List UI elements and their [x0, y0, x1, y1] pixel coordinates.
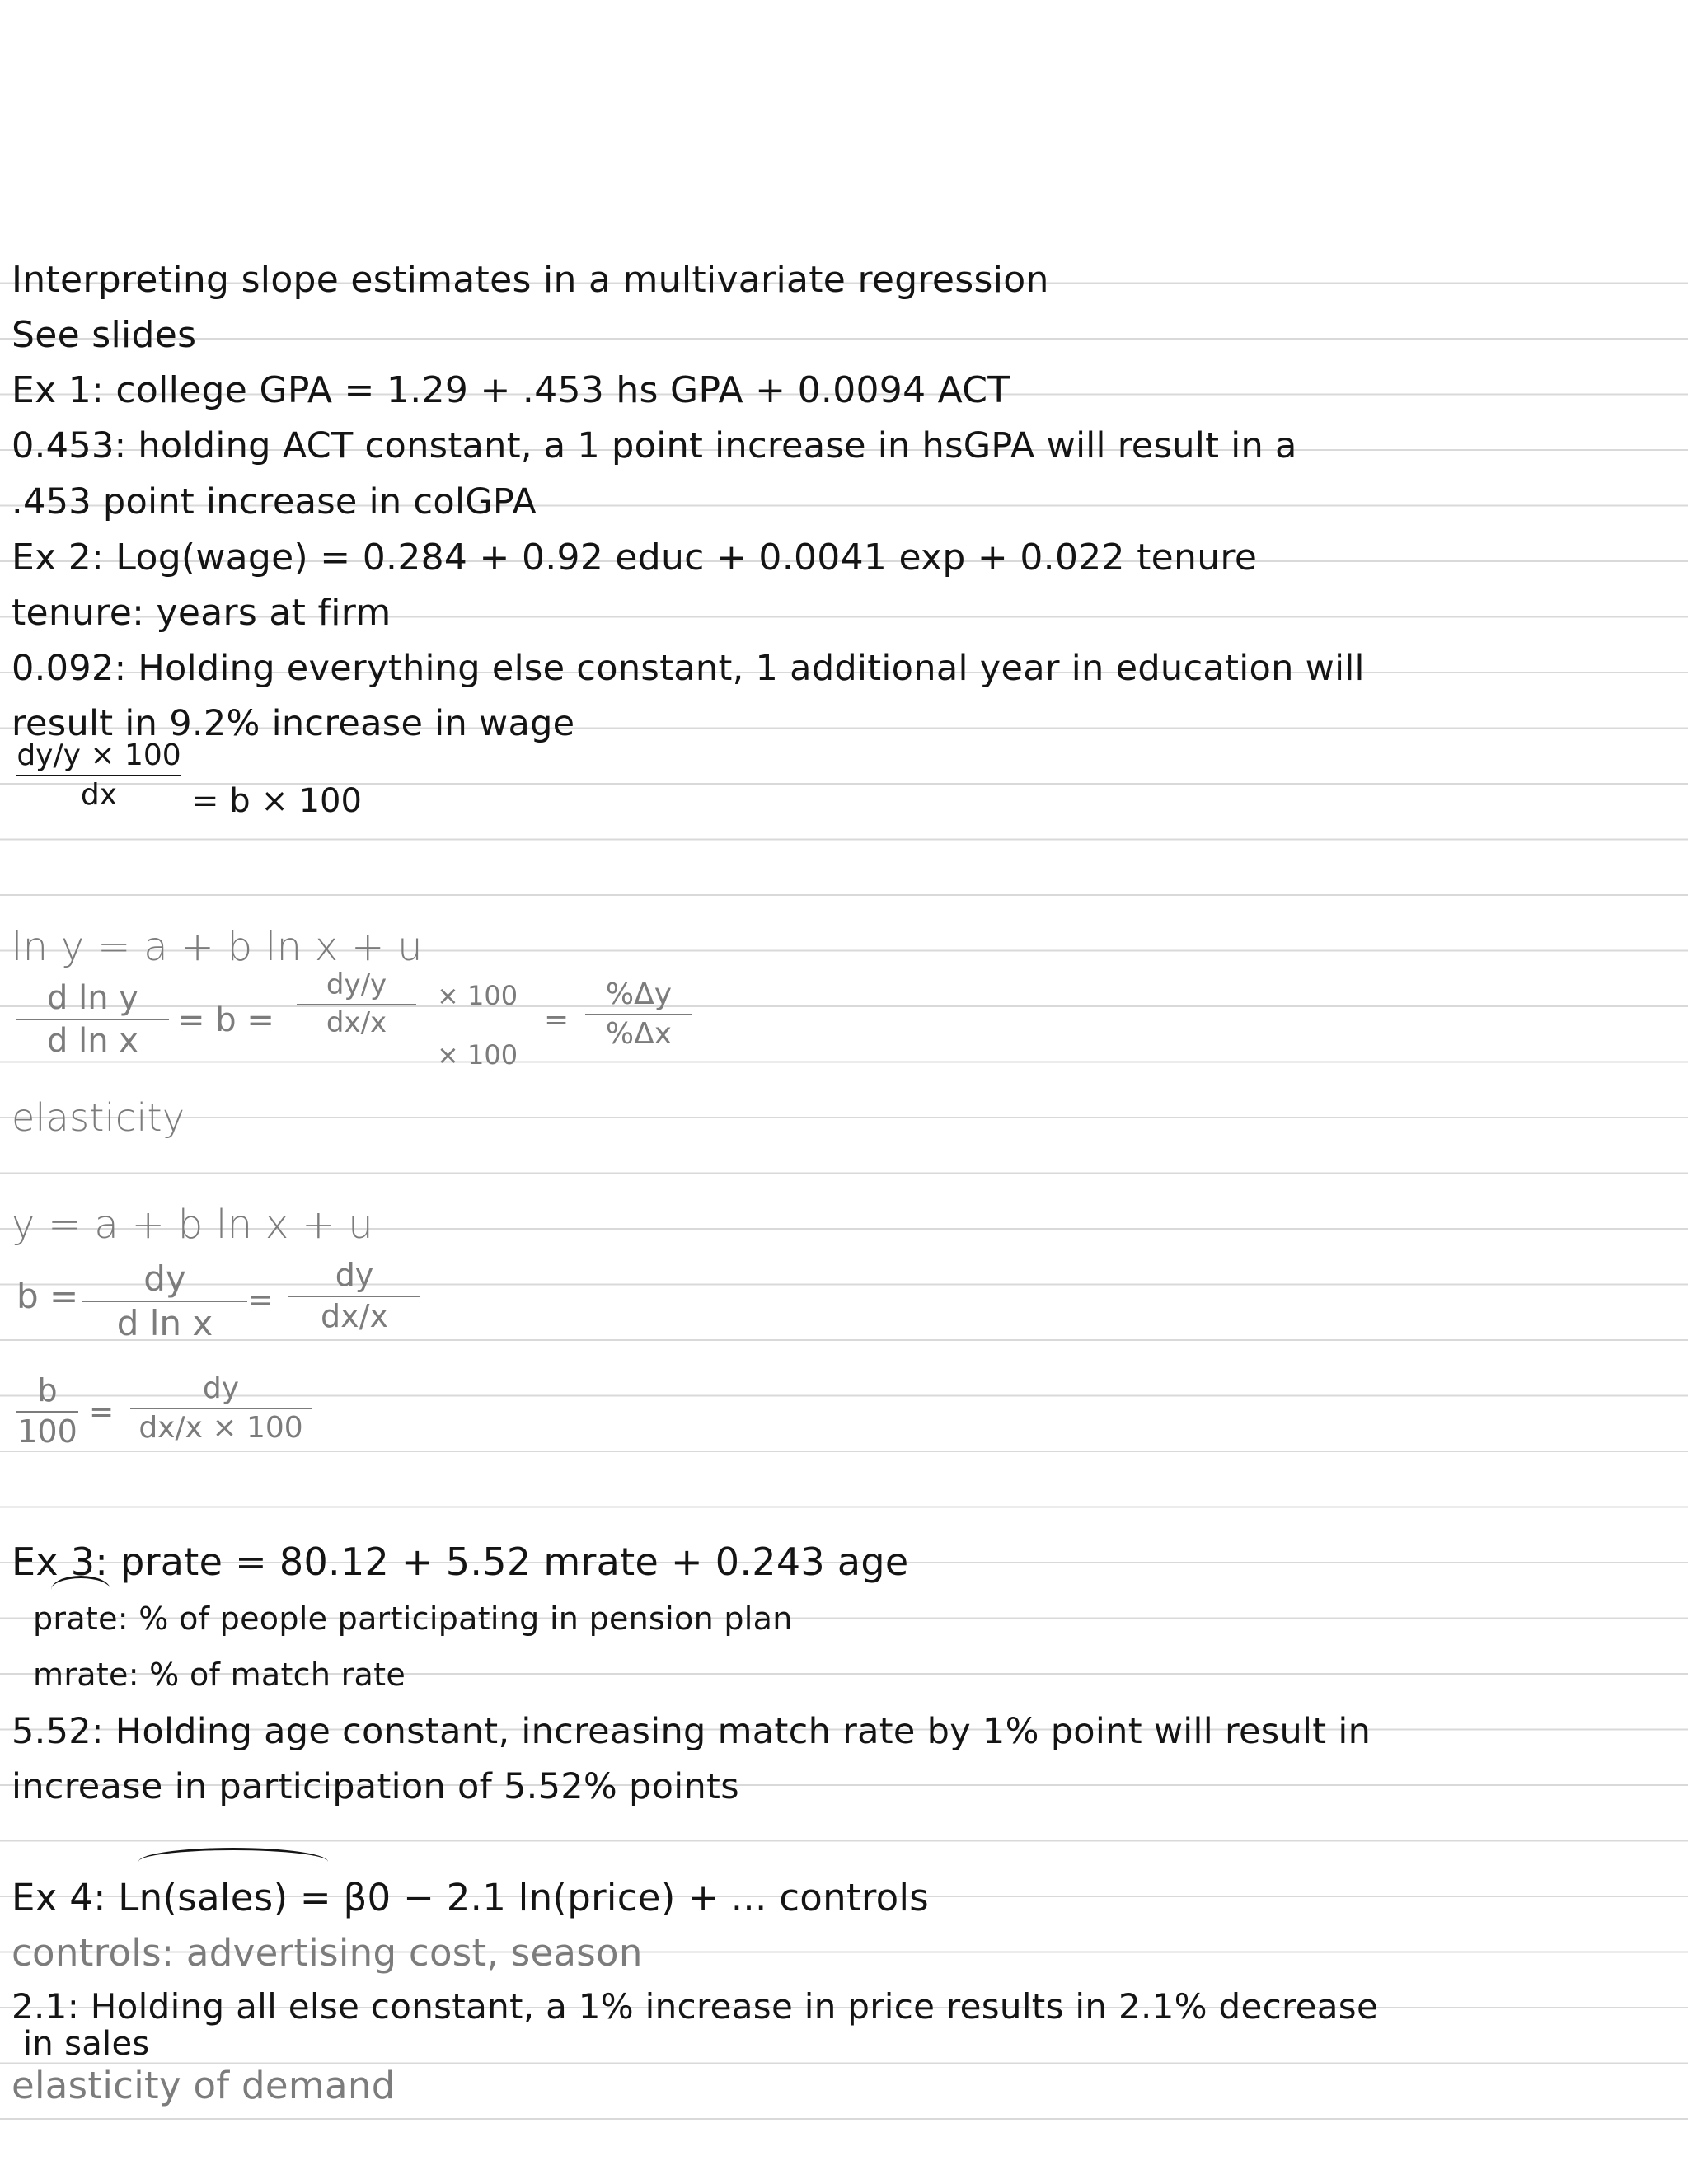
linlog-frac2-den: dx/x — [321, 1297, 388, 1334]
linlog-fraction-1 — [82, 1258, 247, 1344]
linlog-frac3-num: b — [37, 1372, 58, 1408]
see-slides-note: See slides — [12, 314, 197, 356]
fraction-bar — [130, 1408, 312, 1409]
fraction-bar — [288, 1296, 420, 1297]
loglog-fraction-1 — [16, 981, 169, 1058]
elasticity-of-demand-label: elasticity of demand — [12, 2064, 396, 2107]
loglog-fraction-2 — [297, 968, 416, 1039]
ex1-interpretation-line1: 0.453: holding ACT constant, a 1 point increase in hsGPA will result in a — [12, 425, 1297, 466]
loglog-times-top: × 100 — [437, 980, 518, 1011]
ex2-tenure-definition: tenure: years at firm — [12, 592, 392, 634]
loglog-equals: = — [544, 1003, 570, 1037]
loglog-pct-num: %Δy — [605, 977, 673, 1011]
hat-accent — [138, 1848, 328, 1862]
ex2-equation: Ex 2: Log(wage) = 0.284 + 0.92 educ + 0.0041 exp + 0.022 tenure — [12, 537, 1258, 579]
loglog-frac2-num: dy/y — [326, 968, 387, 1001]
loglog-model: ln y = a + b ln x + u — [12, 924, 423, 970]
fraction-bar — [16, 1019, 169, 1020]
linlog-equals-2: = — [89, 1395, 115, 1429]
linlog-frac4-den: dx/x × 100 — [138, 1410, 303, 1445]
linlog-model: y = a + b ln x + u — [12, 1202, 373, 1248]
ex4-interpretation-line1: 2.1: Holding all else constant, a 1% increase in price results in 2.1% decrease — [12, 1986, 1379, 2027]
fraction-bar — [82, 1301, 247, 1302]
deriv-fraction — [16, 740, 181, 811]
fraction-bar — [585, 1014, 692, 1015]
linlog-equals: = — [247, 1282, 274, 1318]
loglog-frac1-num: d ln y — [47, 979, 138, 1017]
loglog-pct-den: %Δx — [605, 1016, 673, 1051]
linlog-frac4-num: dy — [202, 1371, 240, 1405]
ex3-interpretation-line2: increase in participation of 5.52% points — [12, 1766, 739, 1807]
ex3-prate-definition: prate: % of people participating in pension plan — [33, 1601, 793, 1637]
linlog-frac1-num: dy — [143, 1258, 186, 1299]
ex3-equation: Ex 3: prate = 80.12 + 5.52 mrate + 0.243 age — [12, 1540, 909, 1584]
ex4-equation: Ex 4: Ln(sales) = β0 − 2.1 ln(price) + ... controls — [12, 1876, 930, 1919]
linlog-frac2-num: dy — [335, 1257, 374, 1293]
fraction-bar — [297, 1004, 416, 1005]
ex4-interpretation-line2: in sales — [23, 2025, 150, 2063]
loglog-frac1-den: d ln x — [47, 1022, 138, 1060]
linlog-fraction-4 — [130, 1373, 312, 1444]
fraction-bar — [16, 775, 181, 776]
page-title: Interpreting slope estimates in a multivariate regression — [12, 259, 1049, 301]
deriv-denominator: dx — [80, 777, 118, 812]
linlog-b-eq: b = — [16, 1276, 79, 1316]
linlog-frac1-den: d ln x — [116, 1303, 213, 1344]
deriv-numerator: dy/y × 100 — [16, 738, 181, 772]
ex2-interpretation-line2: result in 9.2% increase in wage — [12, 703, 575, 744]
linlog-frac3-den: 100 — [17, 1413, 77, 1450]
bottom-margin — [0, 2143, 1688, 2184]
linlog-fraction-2 — [288, 1259, 420, 1333]
deriv-rhs: = b × 100 — [191, 782, 362, 820]
loglog-times-bottom: × 100 — [437, 1039, 518, 1071]
top-margin — [0, 0, 1688, 247]
loglog-eq-b: = b = — [177, 1001, 274, 1039]
ex3-mrate-definition: mrate: % of match rate — [33, 1657, 406, 1693]
ex3-interpretation-line1: 5.52: Holding age constant, increasing match rate by 1% point will result in — [12, 1711, 1372, 1752]
linlog-fraction-3 — [16, 1372, 78, 1450]
elasticity-label: elasticity — [12, 1095, 185, 1140]
fraction-bar — [16, 1411, 78, 1413]
loglog-frac2-den: dx/x — [326, 1005, 387, 1039]
loglog-percent-fraction — [585, 979, 692, 1050]
ex4-controls-definition: controls: advertising cost, season — [12, 1931, 643, 1975]
ex2-interpretation-line1: 0.092: Holding everything else constant, 1 additional year in education will — [12, 648, 1365, 689]
ex1-equation: Ex 1: college GPA = 1.29 + .453 hs GPA + 0.0094 ACT — [12, 369, 1010, 411]
ex1-interpretation-line2: .453 point increase in colGPA — [12, 481, 537, 523]
